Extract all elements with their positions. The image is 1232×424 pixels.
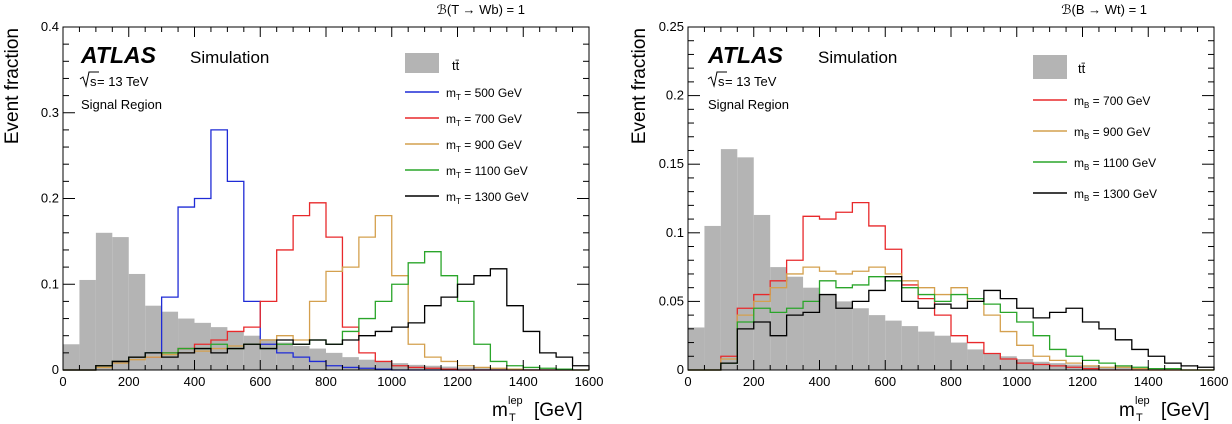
left-legend-label-3: $m_T = 900$ GeV bbox=[446, 138, 522, 154]
left-y-tick-label: 0.2 bbox=[40, 190, 59, 206]
right-ttbar-bar bbox=[951, 343, 967, 370]
left-ttbar-bar bbox=[195, 323, 211, 370]
left-x-tick-label: 400 bbox=[183, 374, 206, 389]
right-simulation-label: Simulation bbox=[818, 48, 898, 67]
left-ttbar-bar bbox=[63, 344, 79, 370]
left-y-tick-label: 0.1 bbox=[40, 276, 59, 292]
right-x-tick-label: 1200 bbox=[1068, 374, 1097, 389]
right-ttbar-bar bbox=[737, 157, 753, 370]
right-y-tick-label: 0.05 bbox=[658, 293, 684, 309]
right-legend-ttbar-swatch bbox=[1033, 55, 1067, 79]
right-ttbar-bar bbox=[967, 349, 983, 370]
svg-text:[GeV]: [GeV] bbox=[534, 400, 583, 421]
right-x-tick-label: 200 bbox=[742, 374, 765, 389]
right-region-label: Signal Region bbox=[708, 97, 789, 112]
right-y-tick-label: 0 bbox=[676, 362, 684, 377]
right-ttbar-bar bbox=[754, 215, 770, 370]
right-ttbar-bar bbox=[902, 326, 918, 370]
left-x-tick-label: 600 bbox=[249, 374, 272, 389]
right-ttbar-bar bbox=[935, 336, 951, 370]
left-legend-ttbar-swatch bbox=[405, 53, 439, 73]
left-x-tick-label: 800 bbox=[315, 374, 337, 389]
right-ttbar-bar bbox=[1050, 363, 1066, 370]
right-ttbar-bar bbox=[885, 321, 901, 370]
right-top-label: ℬ(B → Wt) = 1 bbox=[1061, 2, 1147, 17]
left-x-tick-label: 0 bbox=[59, 374, 67, 389]
right-x-tick-label: 400 bbox=[808, 374, 831, 389]
left-y-tick-label: 0 bbox=[51, 362, 59, 377]
svg-text:lep: lep bbox=[1135, 395, 1150, 407]
left-top-label: ℬ(T → Wb) = 1 bbox=[436, 2, 525, 17]
right-y-tick-label: 0.2 bbox=[665, 87, 684, 103]
left-x-tick-label: 1400 bbox=[508, 374, 538, 389]
left-legend-label-2: $m_T = 700$ GeV bbox=[446, 112, 522, 128]
left-ttbar-bar bbox=[79, 280, 95, 370]
left-ttbar-bar bbox=[227, 331, 243, 370]
right-ttbar-bar bbox=[688, 327, 704, 370]
right-ttbar-bar bbox=[1017, 359, 1033, 370]
right-ttbar-bar bbox=[869, 315, 885, 370]
left-y-axis-label: Event fraction bbox=[2, 28, 23, 145]
right-histogram-area bbox=[688, 149, 1214, 370]
left-x-axis-label bbox=[492, 395, 583, 424]
left-ttbar-bar bbox=[178, 319, 194, 370]
left-atlas-label: ATLAS bbox=[81, 42, 156, 68]
right-legend-label-1: $m_B = 700$ GeV bbox=[1074, 94, 1151, 110]
right-x-tick-label: 0 bbox=[684, 374, 692, 389]
left-energy-label bbox=[80, 72, 149, 89]
left-ttbar-bar bbox=[310, 349, 326, 370]
left-ttbar-bar bbox=[112, 237, 128, 370]
left-x-tick-label: 200 bbox=[117, 374, 140, 389]
right-legend-ttbar-label: tt̄ bbox=[1078, 61, 1086, 76]
svg-text:= 13 TeV: = 13 TeV bbox=[97, 74, 149, 89]
right-legend bbox=[1033, 55, 1157, 203]
svg-text:s: s bbox=[718, 74, 725, 89]
right-ttbar-bar bbox=[836, 301, 852, 370]
left-ttbar-bar bbox=[129, 274, 145, 370]
right-y-tick-label: 0.1 bbox=[665, 224, 684, 240]
left-ttbar-bar bbox=[244, 336, 260, 370]
left-ttbar-bar bbox=[145, 306, 161, 370]
right-ttbar-bar bbox=[704, 226, 720, 370]
left-ttbar-bar bbox=[277, 343, 293, 370]
svg-text:T: T bbox=[1136, 412, 1143, 424]
right-legend-label-4: $m_B = 1300$ GeV bbox=[1074, 187, 1158, 203]
right-ttbar-bar bbox=[1033, 362, 1049, 370]
left-ttbar-bar bbox=[162, 312, 178, 370]
right-chart-panel bbox=[629, 2, 1228, 424]
right-x-axis-label bbox=[1119, 395, 1210, 424]
right-energy-label bbox=[708, 72, 777, 89]
right-x-tick-label: 1600 bbox=[1199, 374, 1229, 389]
left-legend-ttbar-label: tt̄ bbox=[452, 58, 460, 73]
right-y-axis-label: Event fraction bbox=[629, 28, 650, 145]
left-legend-label-5: $m_T = 1300$ GeV bbox=[446, 190, 529, 206]
svg-text:T: T bbox=[509, 412, 516, 424]
right-x-tick-label: 1400 bbox=[1133, 374, 1163, 389]
svg-text:[GeV]: [GeV] bbox=[1161, 400, 1210, 421]
right-ttbar-bar bbox=[721, 149, 737, 370]
left-legend-label-1: $m_T = 500$ GeV bbox=[446, 86, 522, 102]
right-y-tick-label: 0.25 bbox=[658, 19, 684, 34]
left-y-tick-label: 0.3 bbox=[40, 104, 59, 120]
svg-text:m: m bbox=[1119, 400, 1135, 421]
right-ttbar-bar bbox=[852, 308, 868, 370]
right-y-tick-label: 0.15 bbox=[658, 156, 684, 172]
left-chart-panel bbox=[2, 2, 603, 424]
left-ttbar-bar bbox=[392, 363, 408, 370]
right-ttbar-bar bbox=[984, 354, 1000, 370]
left-legend-label-4: $m_T = 1100$ GeV bbox=[446, 164, 528, 180]
right-ttbar-bar bbox=[820, 295, 836, 370]
right-ttbar-bar bbox=[918, 332, 934, 370]
right-x-tick-label: 1000 bbox=[1002, 374, 1032, 389]
right-ttbar-bar bbox=[803, 288, 819, 370]
left-x-tick-label: 1200 bbox=[443, 374, 472, 389]
left-simulation-label: Simulation bbox=[190, 48, 270, 67]
right-legend-label-2: $m_B = 900$ GeV bbox=[1074, 125, 1151, 141]
left-x-tick-label: 1600 bbox=[574, 374, 604, 389]
right-ttbar-bar bbox=[770, 267, 786, 370]
svg-text:lep: lep bbox=[508, 395, 523, 407]
left-y-tick-label: 0.4 bbox=[40, 19, 59, 34]
right-atlas-label: ATLAS bbox=[708, 42, 783, 68]
right-ttbar-bar bbox=[1000, 356, 1016, 370]
svg-text:m: m bbox=[492, 400, 508, 421]
right-ttbar-bar bbox=[787, 277, 803, 370]
right-x-tick-label: 800 bbox=[940, 374, 962, 389]
right-x-tick-label: 600 bbox=[874, 374, 897, 389]
right-legend-label-3: $m_B = 1100$ GeV bbox=[1074, 156, 1157, 172]
left-ttbar-bar bbox=[293, 346, 309, 370]
left-ttbar-bar bbox=[96, 233, 112, 370]
left-ttbar-bar bbox=[326, 353, 342, 370]
svg-text:s: s bbox=[90, 74, 97, 89]
left-x-tick-label: 1000 bbox=[377, 374, 407, 389]
left-region-label: Signal Region bbox=[81, 97, 162, 112]
svg-text:= 13 TeV: = 13 TeV bbox=[725, 74, 777, 89]
left-legend bbox=[405, 53, 529, 206]
